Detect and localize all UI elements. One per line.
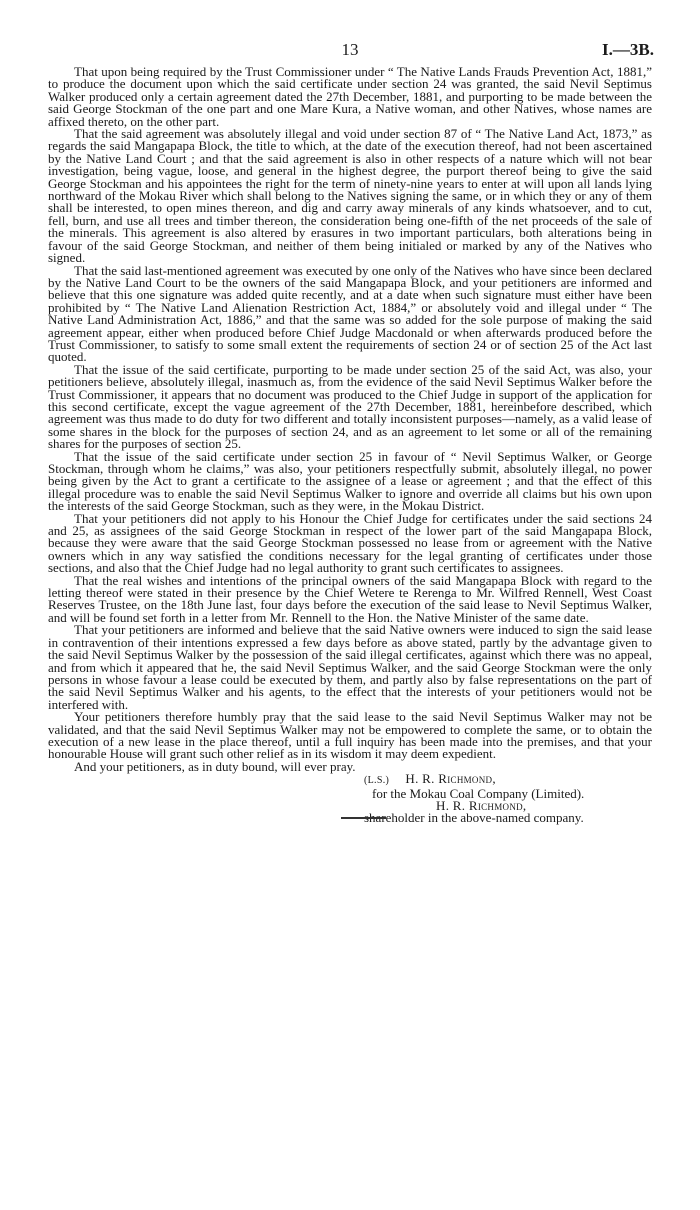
paragraph-assignee-illegal: That the issue of the said certificate under section 25 in favour of “ Nevil Septimus Walker, or George Stockman, through whom he claims,” was also, your petitioners respectfully submit, absolutely illegal, no power being given by the Act to grant a certificate to the assignee of a lease or agreement ; and that the effect of this illegal procedure was to enable the said Nevil Septimus Walker to ignore and override all claims but his own upon the interests of the said George Stockman, such as they were, in the Mokau District. <box>48 448 652 514</box>
document-reference: I.—3B. <box>602 40 654 59</box>
seal-label: (L.S.) <box>364 775 390 787</box>
page-number: 13 <box>341 40 359 59</box>
paragraph-real-wishes: That the real wishes and intentions of the principal owners of the said Mangapapa Block with regard to the letting thereof were stated in their presence by the Chief Wetere te Rerenga to Mr. Wilfred Rennell, West Coast Reserves Trustee, on the 18th June last, four days before the execution of the said lease to Nevil Septimus Walker, and will be found set forth in a letter from Mr. Rennell to the Hon. the Native Minister of the same date. <box>48 572 652 625</box>
paragraph-agreement-illegal: That the said agreement was absolutely illegal and void under section 87 of “ The Native Land Act, 1873,” as regards the said Mangapapa Block, the title to which, at the date of the execution thereof, had not been ascertained by the Native Land Court ; and that the said agreement is also in other respects of a nature which will not bear investigation, being vague, loose, and general in the highest degree, the purport thereof being to give the said George Stockman and his appointees the right for the term of ninety-nine years to enter at will upon all lands lying northward of the Mokau River which shall belong to the Natives signing the same, or in which they or any of them shall be interested, to open mines thereon, and dig and carry away minerals of any kinds whatsoever, and to cut, fell, burn, and use all trees and timber thereon, the consideration being one-fifth of the net proceeds of the sale of the minerals. This agreement is also altered by erasures in two important particulars, both alterations being in favour of the said George Stockman, and neither of them being initialed or marked by any of the Natives who signed. <box>48 126 652 266</box>
petition-body <box>48 66 652 825</box>
paragraph-induced-to-sign: That your petitioners are informed and believe that the said Native owners were induced to sign the said lease in contravention of their intentions expressed a few days before as above stated, partly by the advantage given to the said Nevil Septimus Walker by the possession of the said illegal certificates, against which there was no appeal, and from which it appeared that he, the said Nevil Septimus Walker, and the said George Stockman were the only persons in whose favour a lease could be executed by them, and partly also by false representations on the part of the said Nevil Septimus Walker and his agents, to the effect that the interests of your petitioners would not be interfered with. <box>48 622 652 712</box>
closing-rule <box>341 817 386 819</box>
paragraph-signature-added: That the said last-mentioned agreement was executed by one only of the Natives who have since been declared by the Native Land Court to be the owners of the said Mangapapa Block, and your petitioners are informed and believe that this one signature was added quite recently, and at a date when such signature must either have been prohibited by “ The Native Land Alienation Restriction Act, 1884,” or absolutely void and illegal under “ The Native Land Administration Act, 1886,” and that the same was so added for the sole purpose of making the said agreement appear, either when produced before Chief Judge Macdonald or when afterwards produced before the Trust Commissioner, to satisfy to some small extent the requirements of section 24 or of section 25 of the Act last quoted. <box>48 262 652 365</box>
signatory-role-1: for the Mokau Coal Company (Limited). <box>372 785 585 801</box>
signatory-name-1: H. R. Richmond, <box>405 771 496 787</box>
closing-line: And your petitioners, as in duty bound, will ever pray. <box>74 758 356 774</box>
paragraph-trust-commissioner: That upon being required by the Trust Commissioner under “ The Native Lands Frauds Prevention Act, 1881,” to produce the document upon which the said certificate under section 24 was granted, the said Nevil Septimus Walker produced only a certain agreement dated the 27th December, 1881, and purporting to be made between the said George Stockman of the one part and one Mare Kura, a Native woman, and other Natives, whose names are affixed thereto, on the other part. <box>48 64 652 129</box>
paragraph-section-25-certificate: That the issue of the said certificate, purporting to be made under section 25 of the said Act, was also, your petitioners believe, absolutely illegal, inasmuch as, from the evidence of the said Nevil Septimus Walker before the Trust Commissioner, it appears that no document was produced to the Chief Judge in support of the application for this second certificate, except the vague agreement of the 27th December, 1881, hereinbefore described, which agreement was thus made to do duty for two different and totally inconsistent purposes—namely, as a valid lease of some shares in the block for the purposes of section 24, and as an agreement to let some or all of the remaining shares for the purposes of section 25. <box>48 361 652 452</box>
paragraph-prayer: Your petitioners therefore humbly pray that the said lease to the said Nevil Septimus Walker may not be validated, and that the said Nevil Septimus Walker may not be empowered to complete the same, or to obtain the execution of a new lease in the place thereof, until a full inquiry has been made into the premises, and that your honourable House will grant such other relief as in its wisdom it may deem expedient. <box>48 709 652 762</box>
paragraph-no-application: That your petitioners did not apply to his Honour the Chief Judge for certificates under the said sections 24 and 25, as assignees of the said George Stockman in respect of the lower part of the said Mangapapa Block, because they were aware that the said George Stockman possessed no lease from or agreement with the Native owners which in any way satisfied the conditions necessary for the legal granting of certificates under those sections, and also that the Chief Judge had no legal authority to grant such certificates to assignees. <box>48 510 652 576</box>
signatory-name-2: H. R. Richmond, <box>436 797 527 813</box>
signatory-role-2: shareholder in the above-named company. <box>364 810 584 826</box>
